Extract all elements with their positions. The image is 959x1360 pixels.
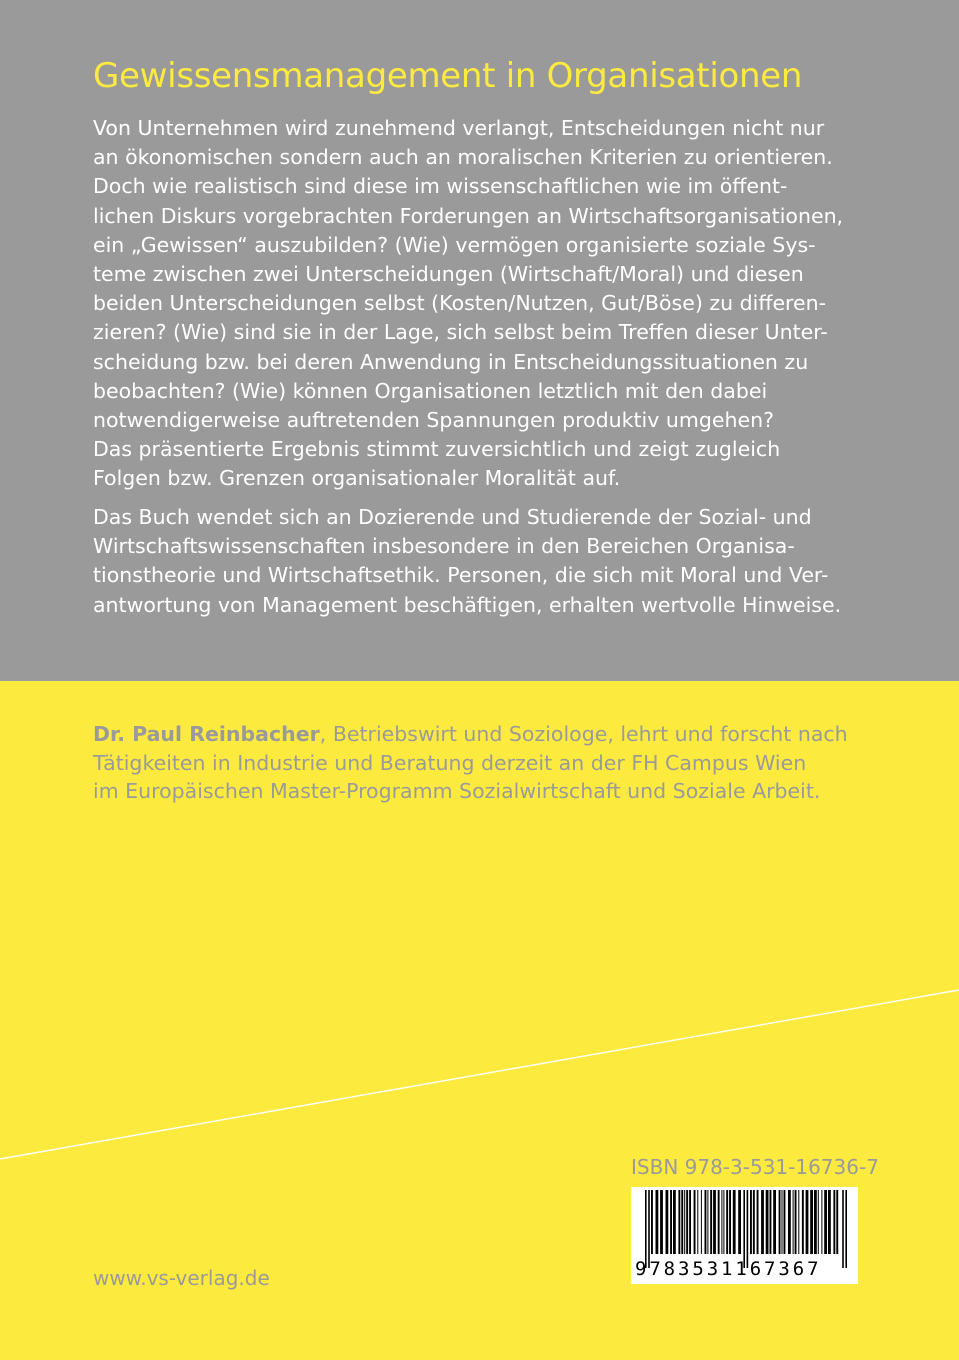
barcode-bar bbox=[670, 1190, 672, 1254]
barcode-bar bbox=[810, 1190, 813, 1254]
barcode-bar bbox=[718, 1190, 720, 1254]
barcode-bar bbox=[656, 1190, 659, 1254]
barcode-bar bbox=[707, 1190, 708, 1254]
barcode-bar bbox=[723, 1190, 724, 1254]
barcode-bar bbox=[802, 1190, 804, 1254]
barcode-bar bbox=[684, 1190, 685, 1254]
barcode-bar bbox=[795, 1190, 797, 1254]
audience-paragraph bbox=[93, 503, 873, 620]
text-line: teme zwischen zwei Unterscheidungen (Wirtschaft/Moral) und diesen bbox=[93, 262, 804, 287]
barcode-bar bbox=[750, 1190, 752, 1254]
barcode-bar bbox=[828, 1190, 831, 1254]
isbn-label: ISBN 978-3-531-16736-7 bbox=[631, 1155, 879, 1179]
text-line: beobachten? (Wie) können Organisationen letztlich mit den dabei bbox=[93, 378, 768, 403]
barcode-bar bbox=[710, 1190, 712, 1254]
barcode-bar bbox=[673, 1190, 676, 1254]
barcode-bar bbox=[821, 1190, 822, 1254]
book-title: Gewissensmanagement in Organisationen bbox=[93, 56, 803, 96]
barcode-bar bbox=[738, 1190, 741, 1254]
text-line: Das präsentierte Ergebnis stimmt zuversichtlich und zeigt zugleich bbox=[93, 437, 781, 462]
author-bio-line bbox=[93, 720, 893, 749]
author-bio bbox=[93, 720, 893, 806]
barcode-bar bbox=[793, 1190, 794, 1254]
text-line: tionstheorie und Wirtschaftsethik. Personen, die sich mit Moral und Ver- bbox=[93, 563, 829, 588]
text-line: Das Buch wendet sich an Dozierende und Studierende der Sozial- und bbox=[93, 505, 812, 529]
author-bio-line: Tätigkeiten in Industrie und Beratung derzeit an der FH Campus Wien bbox=[93, 750, 807, 775]
barcode-bar bbox=[694, 1190, 696, 1254]
barcode-bar bbox=[814, 1190, 817, 1254]
barcode-bar bbox=[806, 1190, 809, 1254]
barcode-bar bbox=[757, 1190, 759, 1254]
barcode-bar bbox=[788, 1190, 791, 1254]
barcode-bar bbox=[686, 1190, 688, 1254]
barcode-bar bbox=[726, 1190, 728, 1254]
barcode-bar bbox=[836, 1190, 838, 1254]
barcode-bar bbox=[766, 1190, 769, 1254]
text-line: Folgen bzw. Grenzen organisationaler Moralität auf. bbox=[93, 466, 621, 491]
barcode-bar bbox=[761, 1190, 764, 1254]
barcode-bar bbox=[782, 1190, 783, 1254]
barcode-bar bbox=[733, 1190, 736, 1254]
text-line: zieren? (Wie) sind sie in der Lage, sich selbst beim Treffen dieser Unter- bbox=[93, 320, 828, 345]
barcode-bar bbox=[660, 1190, 663, 1254]
text-line: ein „Gewissen“ auszubilden? (Wie) vermögen organisierte soziale Sys- bbox=[93, 232, 816, 257]
barcode-bar bbox=[701, 1190, 702, 1254]
barcode-bar bbox=[833, 1190, 835, 1254]
barcode-bar bbox=[784, 1190, 786, 1254]
barcode bbox=[631, 1187, 858, 1284]
author-name: Dr. Paul Reinbacher bbox=[93, 722, 320, 746]
text-line: lichen Diskurs vorgebrachten Forderungen an Wirtschaftsorganisationen, bbox=[93, 203, 844, 228]
barcode-bar bbox=[689, 1190, 691, 1254]
barcode-bar bbox=[678, 1190, 680, 1254]
barcode-bar bbox=[681, 1190, 683, 1254]
author-bio-text: , Betriebswirt und Soziologe, lehrt und forscht nach bbox=[319, 722, 848, 746]
barcode-bar bbox=[651, 1190, 653, 1254]
barcode-bar bbox=[729, 1190, 731, 1254]
barcode-bar bbox=[753, 1190, 755, 1254]
text-line: Wirtschaftswissenschaften insbesondere in den Bereichen Organisa- bbox=[93, 534, 795, 559]
author-bio-line: im Europäischen Master-Programm Sozialwirtschaft und Soziale Arbeit. bbox=[93, 779, 821, 803]
text-line: scheidung bzw. bei deren Anwendung in Entscheidungssituationen zu bbox=[93, 349, 809, 374]
barcode-bar bbox=[773, 1190, 776, 1254]
barcode-bar bbox=[779, 1190, 781, 1254]
text-line: Doch wie realistisch sind diese im wissenschaftlichen wie im öffent- bbox=[93, 174, 788, 199]
barcode-bar bbox=[798, 1190, 799, 1254]
barcode-bar bbox=[705, 1190, 707, 1254]
barcode-bar bbox=[697, 1190, 698, 1254]
barcode-digits: 9783531167367 bbox=[635, 1258, 822, 1280]
barcode-bar bbox=[666, 1190, 669, 1254]
publisher-website: www.vs-verlag.de bbox=[93, 1266, 270, 1290]
diagonal-stroke bbox=[0, 990, 959, 1159]
barcode-bar bbox=[824, 1190, 827, 1254]
text-line: notwendigerweise auftretenden Spannungen produktiv umgehen? bbox=[93, 408, 774, 433]
barcode-bar bbox=[770, 1190, 772, 1254]
description-paragraph bbox=[93, 114, 873, 494]
text-line: an ökonomischen sondern auch an moralischen Kriterien zu orientieren. bbox=[93, 145, 833, 170]
text-line: antwortung von Management beschäftigen, erhalten wertvolle Hinweise. bbox=[93, 592, 842, 617]
barcode-bar bbox=[818, 1190, 819, 1254]
barcode-bar bbox=[721, 1190, 722, 1254]
barcode-bar bbox=[713, 1190, 716, 1254]
text-line: beiden Unterscheidungen selbst (Kosten/Nutzen, Gut/Böse) zu differen- bbox=[93, 291, 827, 316]
text-line: Von Unternehmen wird zunehmend verlangt, Entscheidungen nicht nur bbox=[93, 116, 825, 140]
